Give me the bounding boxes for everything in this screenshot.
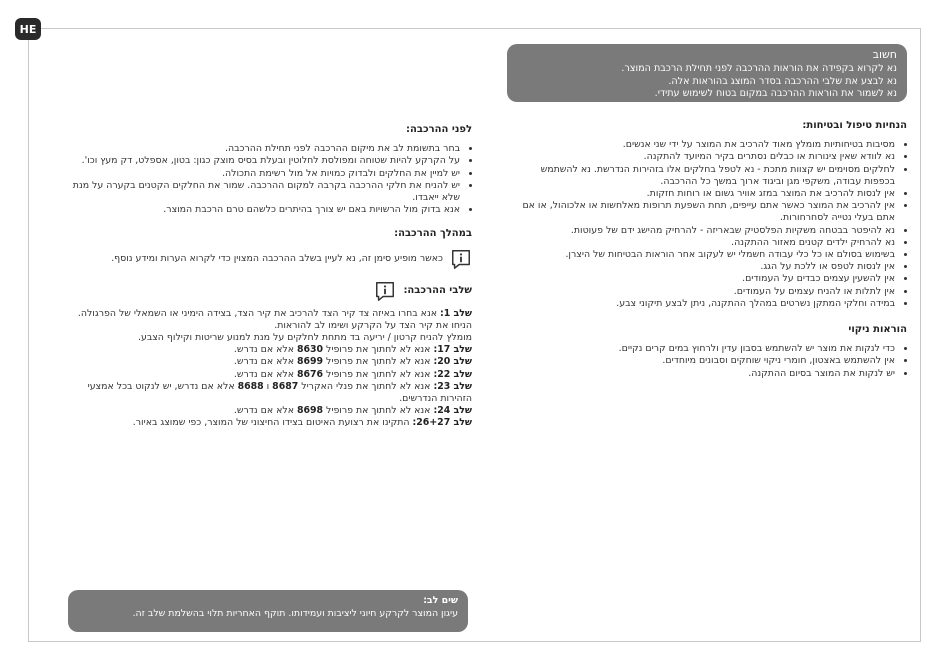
step-line: שלב 1: אנא בחרו באיזה צד קיר הצד להרכיב את קיר הצד, בצידה הימיני או השמאלי של הפרגולה. — [77, 307, 472, 319]
cleaning-section — [507, 324, 907, 380]
list-item: • אנא בדוק מול הרשויות באם יש צורך בהיתרים כלשהם טרם הרכבת המוצר. — [72, 204, 460, 216]
step-line: שלב 22: אנא לא לחתוך את פרופיל 8676 אלא אם נדרש. — [233, 368, 472, 380]
steps-list — [72, 308, 472, 430]
step-line: שלב 23: אנא לא לחתוך את פנלי האקריל 8687 ו 8688 אלא אם נדרש, יש לנקוט בכל אמצעי הזהירות הנדרשים. — [87, 380, 472, 405]
list-item: • אין לנסות להרכיב את המוצר במזג אוויר גשום או רוחות חזקות. — [507, 188, 895, 200]
safety-list — [507, 139, 907, 310]
right-column — [507, 44, 907, 380]
language-badge: HE — [15, 18, 41, 40]
before-list — [72, 143, 472, 216]
step-line: שלב 24: אנא לא לחתוך את פרופיל 8698 אלא אם נדרש. — [233, 405, 472, 417]
cleaning-title: הוראות ניקוי — [848, 324, 907, 336]
cleaning-list — [507, 343, 907, 380]
before-title: לפני ההרכבה: — [406, 124, 472, 135]
list-item: • על הקרקע להיות שטוחה ומפולסת לחלוטין ובעלת בסיס מוצק כגון: בטון, אספלט, דק מעץ וכו'. — [72, 155, 460, 167]
list-item: • אין להרכיב את המוצר כאשר אתם עייפים, תחת השפעת תרופות מאלחשות או אלכוהול, או אם אתם בעלי נטייה לסחרחורות. — [507, 200, 895, 224]
left-column — [72, 124, 472, 430]
note-title: שים לב: — [423, 595, 458, 606]
list-item: • אין לתלות או להניח עצמים על העמודים. — [507, 286, 895, 298]
steps-title: שלבי ההרכבה: — [403, 284, 472, 296]
list-item: • לחלקים מסוימים יש קצוות מתכת - נא לטפל בחלקים אלו בזהירות הנדרשת. נא להשתמש בכפפות עבודה, משקפי מגן וביגוד ארוך במשך כל ההרכבה. — [507, 164, 895, 188]
steps-header — [72, 280, 472, 302]
during-note — [72, 248, 472, 270]
during-title: במהלך ההרכבה: — [394, 228, 472, 240]
step-line: הניחו את קיר הצד על הקרקע ושימו לב להוראות. — [274, 319, 472, 331]
list-item: • נא להיפטר בבטחה משקיות הפלסטיק שבאריזה - להרחיק מהישג ידם של פעוטות. — [507, 225, 895, 237]
important-title: חשוב — [872, 48, 897, 61]
list-item: • יש להניח את חלקי ההרכבה בקרבה למקום ההרכבה. שמור את החלקים הקטנים בקערה על מנת שלא ייאבדו. — [72, 180, 460, 204]
step-line: מומלץ להניח קרטון / יריעה בד מתחת לחלקים על מנת למנוע שריטות וקילוף הצבע. — [137, 332, 472, 344]
list-item: • בחר בתשומת לב את מיקום ההרכבה לפני תחילת ההרכבה. — [72, 143, 460, 155]
list-item: • אין להשעין עצמים כבדים על העמודים. — [507, 273, 895, 285]
list-item: • אין להשתמש באצטון, חומרי ניקוי שוחקים וסבונים מיוחדים. — [507, 355, 895, 367]
during-note-text: כאשר מופיע סימן זה, נא לעיין בשלב ההרכבה המצוין כדי לקרוא הערות ומידע נוסף. — [111, 252, 443, 264]
during-section — [72, 228, 472, 269]
list-item: • נא לוודא שאין צינורות או כבלים נסתרים בקיר המיועד להתקנה. — [507, 151, 895, 163]
safety-section — [507, 120, 907, 310]
steps-section — [72, 280, 472, 430]
list-item: • כדי לנקות את מוצר יש להשתמש בסבון עדין ולרחוץ במים קרים נקיים. — [507, 343, 895, 355]
important-line: נא לבצע את שלבי ההרכבה בסדר המוצג בהוראות אלה. — [668, 75, 897, 87]
list-item: • מסיבות בטיחותיות מומלץ מאוד להרכיב את המוצר על ידי שני אנשים. — [507, 139, 895, 151]
note-text: עיגון המוצר לקרקע חיוני ליציבות ועמידותו. תוקף האחריות תלוי בהשלמת שלב זה. — [132, 607, 458, 619]
important-box — [507, 44, 907, 102]
warning-note-box — [68, 590, 468, 632]
step-line: שלב 20: אנא לא לחתוך את פרופיל 8699 אלא אם נדרש. — [233, 356, 472, 368]
list-item: • יש למיין את החלקים ולבדוק כמויות אל מול רשימת התכולה. — [72, 168, 460, 180]
info-icon — [374, 280, 396, 302]
list-item: • נא להרחיק ילדים קטנים מאזור ההתקנה. — [507, 237, 895, 249]
list-item: • יש לנקות את המוצר בסיום ההתקנה. — [507, 368, 895, 380]
important-line: נא לשמור את הוראות ההרכבה במקום בטוח לשימוש עתידי. — [654, 88, 897, 99]
important-line: נא לקרוא בקפידה את הוראות ההרכבה לפני תחילת הרכבת המוצר. — [621, 63, 897, 74]
info-icon — [450, 248, 472, 270]
list-item: • במידה וחלקי המתקן נשרטים במהלך ההתקנה, ניתן לבצע תיקוני צבע. — [507, 298, 895, 310]
step-line: שלב 17: אנא לא לחתוך את פרופיל 8630 אלא אם נדרש. — [233, 344, 472, 356]
list-item: • בשימוש בסולם או כל כלי עבודה חשמלי יש לעקוב אחר הוראות הבטיחות של היצרן. — [507, 249, 895, 261]
list-item: • אין לנסות לטפס או ללכת על הגג. — [507, 261, 895, 273]
safety-title: הנחיות טיפול ובטיחות: — [802, 120, 907, 131]
step-line: שלב 26+27: התקינו את רצועת האיטום בצידו החיצוני של המוצר, כפי שמוצג באיור. — [132, 417, 472, 429]
before-section — [72, 124, 472, 216]
